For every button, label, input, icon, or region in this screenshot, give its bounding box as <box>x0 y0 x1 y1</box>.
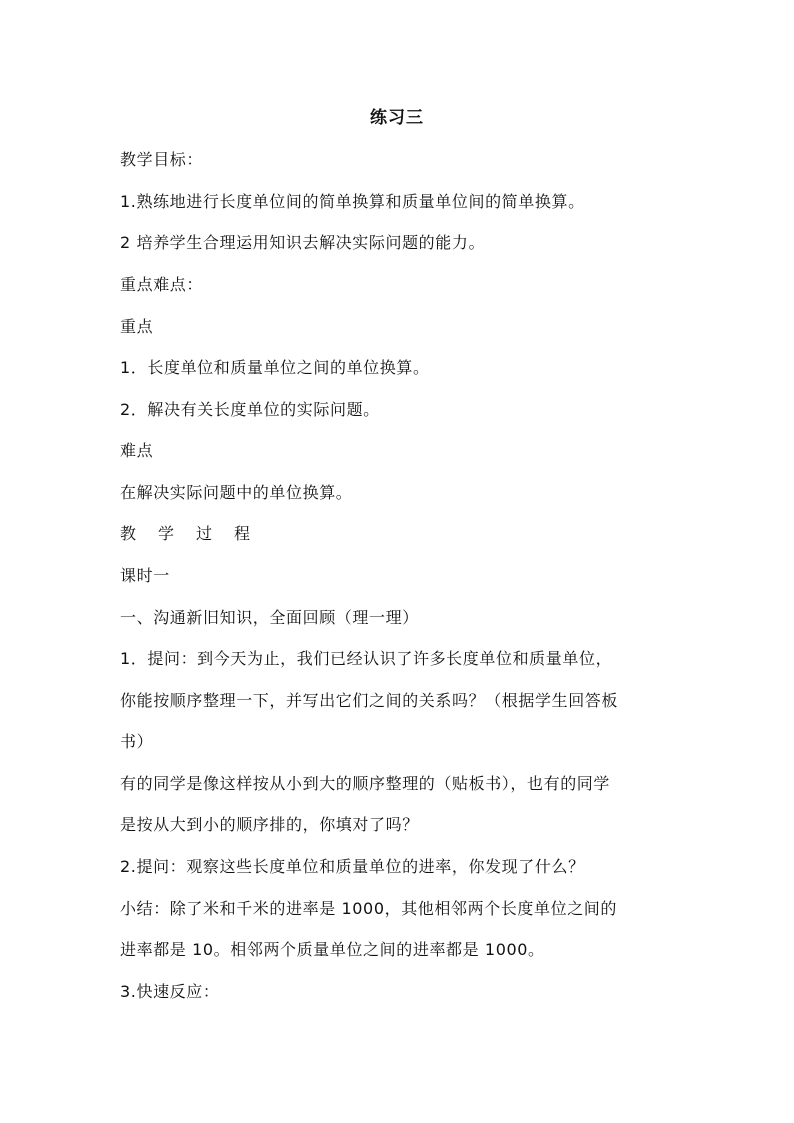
section-heading-key-difficult-points: 重点难点： <box>120 275 204 294</box>
question-1-line-1: 1．提问：到今天为止，我们已经认识了许多长度单位和质量单位， <box>120 649 613 668</box>
key-point-1: 1．长度单位和质量单位之间的单位换算。 <box>120 358 430 377</box>
goal-item-2: 2 培养学生合理运用知识去解决实际问题的能力。 <box>120 233 486 252</box>
subheading-key-points: 重点 <box>120 317 154 336</box>
quick-response-heading: 3.快速反应： <box>120 982 220 1001</box>
question-2: 2.提问：观察这些长度单位和质量单位的进率，你发现了什么？ <box>120 857 585 876</box>
paragraph-order-line-2: 是按从大到小的顺序排的，你填对了吗？ <box>120 815 419 834</box>
subheading-difficult-points: 难点 <box>120 441 154 460</box>
section-heading-teaching-process: 教学过程 <box>120 524 273 543</box>
part-one-heading: 一、沟通新旧知识，全面回顾（理一理） <box>120 608 419 627</box>
goal-item-1: 1.熟练地进行长度单位间的简单换算和质量单位间的简单换算。 <box>120 192 585 211</box>
paragraph-order-line-1: 有的同学是像这样按从小到大的顺序整理的（贴板书），也有的同学 <box>120 774 611 793</box>
summary-line-2: 进率都是 10。相邻两个质量单位之间的进率都是 1000。 <box>120 940 545 959</box>
question-1-line-2: 你能按顺序整理一下，并写出它们之间的关系吗？（根据学生回答板 <box>120 691 619 710</box>
question-1-line-3: 书） <box>120 732 154 751</box>
summary-line-1: 小结：除了米和千米的进率是 1000，其他相邻两个长度单位之间的 <box>120 899 618 918</box>
key-point-2: 2．解决有关长度单位的实际问题。 <box>120 400 380 419</box>
lesson-period-heading: 课时一 <box>120 566 170 585</box>
section-heading-teaching-goals: 教学目标： <box>120 150 204 169</box>
difficult-point-1: 在解决实际问题中的单位换算。 <box>120 483 353 502</box>
document-title: 练习三 <box>370 108 424 128</box>
